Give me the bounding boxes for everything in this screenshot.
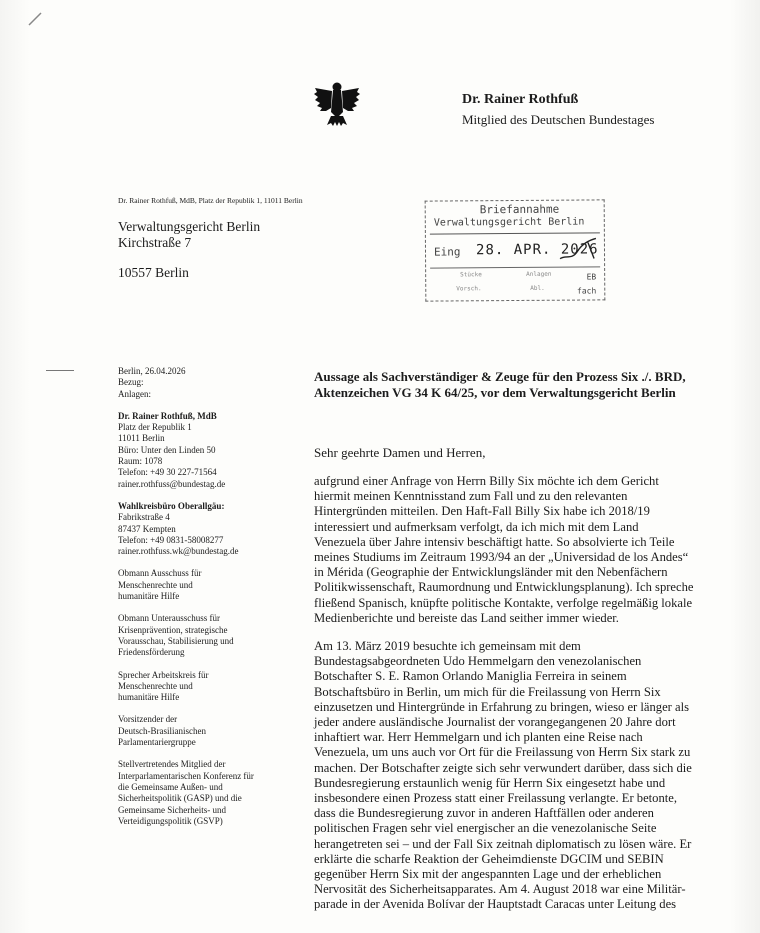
body-line: aufgrund einer Anfrage von Herrn Billy Six möchte ich dem Gericht (314, 474, 659, 488)
role-line: Obmann Ausschuss für (118, 568, 202, 579)
stamp-eingang: Eing (433, 245, 461, 259)
role-line: Menschenrechte und (118, 579, 193, 590)
stamp-date: 28. APR. 2026 (475, 241, 599, 259)
office-address: Raum: 1078 (118, 456, 163, 467)
body-line: dass die Bundesregierung zuvor in anderen Haftfällen oder anderen (314, 806, 654, 821)
role-line: Gemeinsame Sicherheits- und (118, 804, 226, 815)
stamp-eb: EB (586, 272, 597, 282)
body-line: Am 13. März 2019 besuchte ich gemeinsam mit dem (314, 639, 581, 653)
stamp-field: Anlagen (526, 270, 552, 278)
body-line: gegenüber Herrn Six mit der angespannten Lage und der erheblichen (314, 867, 662, 882)
role-line: humanitäre Hilfe (118, 692, 180, 703)
recipient-line: 10557 Berlin (118, 265, 189, 280)
subject-heading (314, 369, 704, 401)
office-name: Dr. Rainer Rothfuß, MdB (118, 410, 217, 421)
role-line: Deutsch-Brasilianischen (118, 725, 206, 736)
body-line: herangetreten sei – und der Fall Six zeitnah diplomatisch zu lösen wäre. Er (314, 836, 692, 851)
body-line: inhaftiert war. Herr Hemmelgarn und ich planten eine Reise nach (314, 730, 643, 745)
body-line: parade in der Avenida Bolívar der Hauptstadt Caracas unter Leitung des (314, 897, 677, 912)
role-line: humanitäre Hilfe (118, 591, 180, 602)
body-line: politischen Fragen sehr viel energischer an die venezolanische Seite (314, 821, 657, 836)
stamp-field: Vorsch. (456, 285, 482, 293)
body-line: einzusetzen und Hintergründe in Erfahrung zu bringen, wieso er länger als (314, 699, 690, 714)
stamp-divider (430, 266, 600, 268)
salutation: Sehr geehrte Damen und Herren, (314, 445, 486, 460)
attachments-label: Anlagen: (118, 388, 151, 399)
stamp-title: Briefannahme (479, 202, 560, 217)
body-line: Hintergründen mitteilen. Den Haft-Fall Billy Six habe ich 2018/19 (314, 504, 650, 519)
subject-line: Aktenzeichen VG 34 K 64/25, vor dem Verwaltungsgericht Berlin (314, 385, 676, 400)
reference-label: Bezug: (118, 377, 144, 388)
body-line: Venezuela, um uns auch vor Ort für die Freilassung von Herrn Six stark zu (314, 745, 691, 760)
stamp-field: Stücke (460, 271, 482, 279)
receipt-stamp (425, 199, 606, 301)
body-line: Bundesregierung erstaunlich wenig für Herrn Six eingesetzt habe und (314, 775, 666, 790)
role-line: Stellvertretendes Mitglied der (118, 759, 226, 770)
header-subtitle: Mitglied des Deutschen Bundestages (462, 112, 655, 127)
body-line: Nervosität des Sicherheitsapparates. Am 4. August 2018 war eine Militär- (314, 882, 686, 897)
body-paragraph-2 (314, 639, 710, 913)
body-line: jeder andere ausländische Journalist der vorangegangenen 20 Jahre dort (314, 715, 676, 730)
constituency-phone: Telefon: +49 0831-58008277 (118, 534, 224, 545)
role-line: Friedensförderung (118, 647, 185, 658)
office-email: rainer.rothfuss@bundestag.de (118, 478, 226, 489)
body-line: Medienberichte und bereiste das Land seither immer wieder. (314, 610, 619, 625)
role-line: Krisenprävention, strategische (118, 624, 228, 635)
staple-mark-icon (28, 12, 42, 26)
role-line: Sprecher Arbeitskreis für (118, 669, 209, 680)
office-address: 11011 Berlin (118, 433, 165, 444)
office-phone: Telefon: +49 30 227-71564 (118, 467, 217, 478)
body-line: erklärte die scharfe Reaktion der Geheimdienste DGCIM und SEBIN (314, 851, 664, 866)
role-line: Interparlamentarischen Konferenz für (118, 770, 254, 781)
fold-mark (46, 370, 74, 371)
constituency-address: 87437 Kempten (118, 523, 176, 534)
body-line: meines Studiums im Zeitraum 1993/94 an der „Universidad de los Andes“ (314, 550, 689, 565)
role-line: Obmann Unterausschuss für (118, 613, 220, 624)
office-address: Büro: Unter den Linden 50 (118, 444, 216, 455)
stamp-field: Abl. (530, 284, 545, 292)
body-line: fließend Spanisch, knüpfte politische Kontakte, verfolge regelmäßig lokale (314, 595, 693, 610)
body-line: interessiert und aufmerksam verfolgt, da ich mich mit dem Land (314, 519, 639, 534)
body-line: Botschaftsbüro in Berlin, um mich für die Freilassung von Herrn Six (314, 684, 661, 699)
body-line: Venezuela über Jahre intensiv beschäftigt hatte. So absolvierte ich Teile (314, 534, 675, 549)
header-name: Dr. Rainer Rothfuß (462, 92, 579, 107)
stamp-fach: fach (576, 286, 597, 296)
stamp-divider (430, 232, 600, 234)
body-line: hiermit meinen Kenntnisstand zum Fall und zu den relevanten (314, 489, 628, 504)
body-line: machen. Der Botschafter zeigte sich sehr verwundert darüber, dass sich die (314, 760, 692, 775)
sender-line: Dr. Rainer Rothfuß, MdB, Platz der Republik 1, 11011 Berlin (118, 196, 303, 205)
office-address: Platz der Republik 1 (118, 422, 192, 433)
sidebar-info (118, 366, 288, 827)
recipient-address (118, 219, 260, 281)
role-line: Vorausschau, Stabilisierung und (118, 635, 234, 646)
subject-line: Aussage als Sachverständiger & Zeuge für den Prozess Six ./. BRD, (314, 369, 686, 384)
constituency-title: Wahlkreisbüro Oberallgäu: (118, 500, 225, 511)
role-line: Verteidigungspolitik (GSVP) (118, 815, 223, 826)
body-line: Politikwissenschaft, Raumordnung und Entwicklungsplanung). Ich spreche (314, 580, 694, 595)
body-line: insbesondere einen Prozess statt einer Freilassung verlangte. Er betonte, (314, 791, 678, 806)
recipient-line: Verwaltungsgericht Berlin (118, 219, 261, 234)
handwritten-signature-icon (558, 236, 600, 262)
body-paragraph-1 (314, 474, 710, 626)
role-line: Vorsitzender der (118, 714, 178, 725)
constituency-email: rainer.rothfuss.wk@bundestag.de (118, 546, 239, 557)
constituency-address: Fabrikstraße 4 (118, 512, 170, 523)
recipient-line: Kirchstraße 7 (118, 235, 192, 250)
place-date: Berlin, 26.04.2026 (118, 366, 186, 376)
body-line: in Mérida (Geographie der Entwicklungsländer mit den Nebenfächern (314, 565, 668, 580)
role-line: Menschenrechte und (118, 680, 193, 691)
body-line: Bundestagsabgeordneten Udo Hemmelgarn den venezolanischen (314, 654, 642, 669)
body-line: Botschafter S. E. Ramon Orlando Maniglia Ferreira in seinem (314, 669, 627, 684)
role-line: die Gemeinsame Außen- und (118, 781, 223, 792)
stamp-court: Verwaltungsgericht Berlin (433, 216, 585, 229)
federal-eagle-icon (312, 78, 362, 128)
role-line: Sicherheitspolitik (GASP) und die (118, 793, 242, 804)
role-line: Parlamentariergruppe (118, 737, 196, 748)
